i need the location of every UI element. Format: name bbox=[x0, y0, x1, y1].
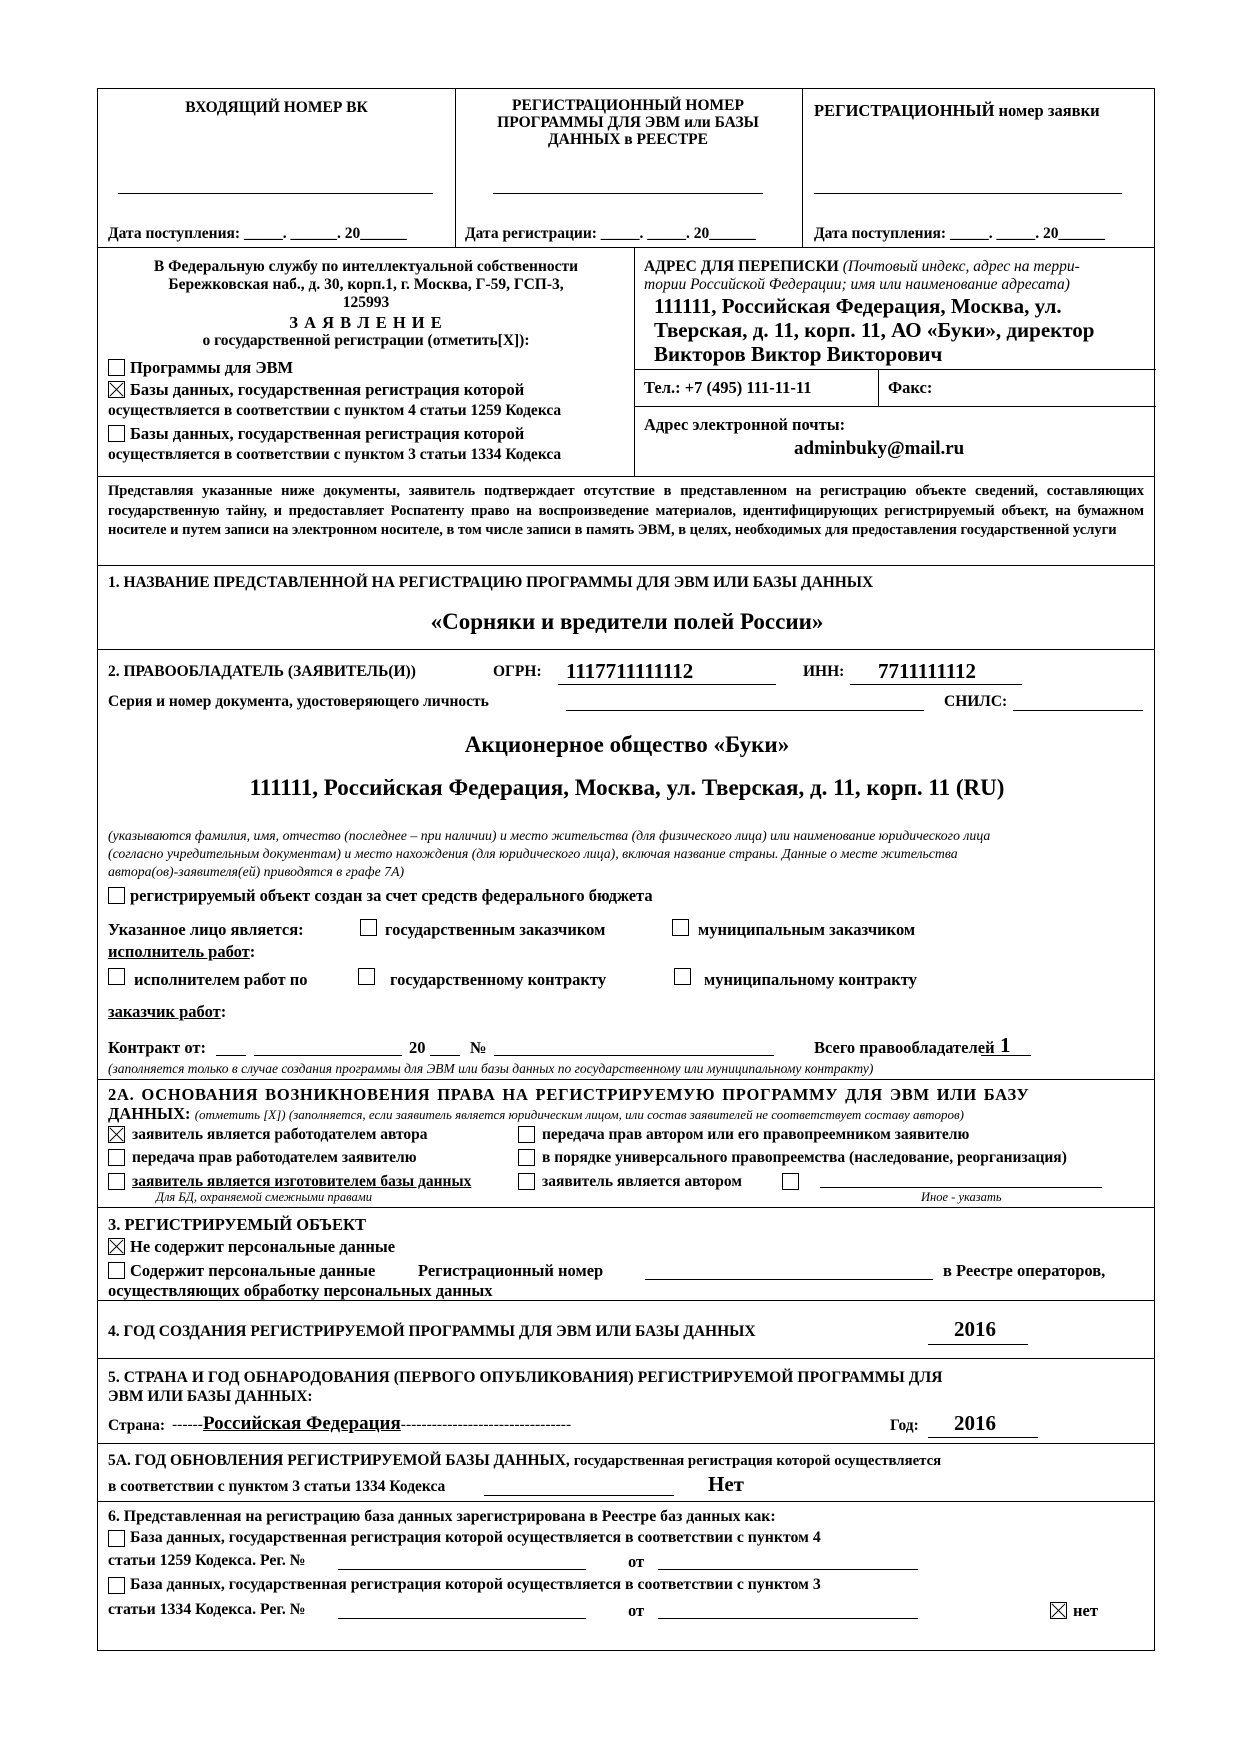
application-number-field[interactable] bbox=[814, 193, 1122, 194]
section-2a-title-1: 2А. ОСНОВАНИЯ ВОЗНИКНОВЕНИЯ ПРАВА НА РЕГИСТРИРУЕМУЮ ПРОГРАММУ ДЛЯ ЭВМ ИЛИ БАЗУ bbox=[108, 1085, 1030, 1104]
personal-data-label: Содержит персональные данные bbox=[130, 1261, 376, 1280]
checkbox-db-1259[interactable] bbox=[108, 381, 125, 398]
country-label: Страна: bbox=[108, 1417, 166, 1434]
section-1-title: 1. НАЗВАНИЕ ПРЕДСТАВЛЕННОЙ НА РЕГИСТРАЦИЮ ПРОГРАММЫ ДЛЯ ЭВМ ИЛИ БАЗЫ ДАННЫХ bbox=[108, 574, 874, 591]
application-form bbox=[97, 88, 1155, 1651]
correspondence-address-1: 111111, Российская Федерация, Москва, ул. bbox=[654, 294, 1062, 318]
reg-1259-line-1: База данных, государственная регистрация которой осуществляется в соответствии с пунктом 4 bbox=[130, 1529, 821, 1546]
section-3 bbox=[98, 1208, 1154, 1301]
correspondence-address-2: Тверская, д. 11, корп. 11, АО «Буки», директор bbox=[654, 318, 1095, 342]
publication-year-label: Год: bbox=[890, 1417, 919, 1434]
checkbox-muni-contract[interactable] bbox=[674, 968, 691, 985]
operator-reg-tail: в Реестре операторов, bbox=[943, 1261, 1106, 1280]
option-db-1334-line1: Базы данных, государственная регистрация которой bbox=[130, 424, 525, 443]
operator-reg-field[interactable] bbox=[645, 1279, 933, 1280]
contractor-heading: исполнитель работ: bbox=[108, 942, 256, 961]
reg-1334-number-field[interactable] bbox=[338, 1618, 586, 1619]
db-maker-label bbox=[132, 1173, 471, 1191]
reg-1334-line-2: статьи 1334 Кодекса. Рег. № bbox=[108, 1601, 306, 1618]
holder-note-2: (согласно учредительным документам) и место нахождения (для юридического лица), включая название страны. Данные о месте жительства bbox=[108, 846, 958, 861]
update-year-value: Нет bbox=[708, 1472, 744, 1496]
country-dash-pre: ------ bbox=[172, 1416, 203, 1433]
total-holders-value: 1 bbox=[1000, 1033, 1011, 1057]
section-3-title: 3. РЕГИСТРИРУЕМЫЙ ОБЪЕКТ bbox=[108, 1215, 366, 1234]
inn-label: ИНН: bbox=[803, 663, 845, 680]
addressee-line-3: 125993 bbox=[342, 294, 390, 311]
contract-year-prefix: 20 bbox=[409, 1038, 426, 1057]
reg-1259-date-field[interactable] bbox=[658, 1569, 918, 1570]
contract-note: (заполняется только в случае создания программы для ЭВМ или базы данных по государственному или муниципальному контракту) bbox=[108, 1061, 874, 1076]
checkbox-db-maker[interactable] bbox=[108, 1173, 125, 1190]
option-programs: Программы для ЭВМ bbox=[130, 358, 294, 377]
country-dash-post: --------------------------------- bbox=[400, 1416, 572, 1433]
federal-budget-label: регистрируемый объект создан за счет средств федерального бюджета bbox=[130, 886, 653, 905]
creation-year: 2016 bbox=[954, 1317, 996, 1341]
correspondence-hint-1: (Почтовый индекс, адрес на терри- bbox=[842, 258, 1080, 275]
db-maker-note: Для БД, охраняемой смежными правами bbox=[156, 1190, 372, 1204]
incoming-number-title: ВХОДЯЩИЙ НОМЕР ВК bbox=[185, 99, 368, 116]
other-field[interactable] bbox=[820, 1187, 1102, 1188]
id-document-field[interactable] bbox=[566, 710, 924, 711]
reg-1259-number-field[interactable] bbox=[338, 1569, 586, 1570]
section-4 bbox=[98, 1301, 1154, 1359]
reg-1259-from-label: от bbox=[628, 1552, 645, 1571]
registry-number-title: РЕГИСТРАЦИОННЫЙ НОМЕР ПРОГРАММЫ ДЛЯ ЭВМ или БАЗЫ ДАННЫХ в РЕЕСТРЕ bbox=[497, 97, 759, 148]
contract-year-field[interactable] bbox=[430, 1055, 460, 1056]
checkbox-applicant-author[interactable] bbox=[518, 1173, 535, 1190]
checkbox-other[interactable] bbox=[782, 1173, 799, 1190]
inn-value: 7711111112 bbox=[878, 659, 977, 683]
db-maker-text: заявитель является изготовителем базы данных bbox=[132, 1173, 472, 1190]
checkbox-state-contract[interactable] bbox=[358, 968, 375, 985]
checkbox-contractor[interactable] bbox=[108, 968, 125, 985]
program-name: «Сорняки и вредители полей России» bbox=[430, 609, 824, 634]
section-5 bbox=[98, 1359, 1154, 1444]
section-2a-title-2-text: ДАННЫХ: bbox=[108, 1104, 191, 1123]
checkbox-reg-1334[interactable] bbox=[108, 1577, 125, 1594]
checkbox-db-1334[interactable] bbox=[108, 425, 125, 442]
section-2 bbox=[98, 650, 1154, 1080]
checkbox-personal-data[interactable] bbox=[108, 1262, 125, 1279]
section-5a bbox=[98, 1444, 1154, 1502]
registration-date: Дата регистрации: _____. _____. 20______ bbox=[465, 225, 756, 242]
transfer-author-label: передача прав автором или его правопреемником заявителю bbox=[542, 1126, 970, 1143]
checkbox-muni-customer[interactable] bbox=[672, 919, 689, 936]
ogrn-label: ОГРН: bbox=[493, 663, 542, 680]
section-3-line-2: осуществляющих обработку персональных данных bbox=[108, 1281, 493, 1300]
snils-label: СНИЛС: bbox=[944, 693, 1008, 710]
option-db-1259-line1: Базы данных, государственная регистрация которой bbox=[130, 380, 525, 399]
section-2a bbox=[98, 1080, 1154, 1208]
checkbox-not-registered[interactable] bbox=[1050, 1602, 1067, 1619]
no-personal-data-label: Не содержит персональные данные bbox=[130, 1237, 396, 1256]
muni-contract-label: муниципальному контракту bbox=[704, 970, 917, 989]
total-holders-label: Всего правообладателей bbox=[814, 1038, 995, 1057]
section-6-title: 6. Представленная на регистрацию база данных зарегистрирована в Реестре баз данных как: bbox=[108, 1508, 776, 1525]
section-5a-title-text: 5А. ГОД ОБНОВЛЕНИЯ РЕГИСТРИРУЕМОЙ БАЗЫ ДАННЫХ, bbox=[108, 1452, 570, 1469]
incoming-date: Дата поступления: _____. ______. 20______ bbox=[108, 225, 407, 242]
employer-label: заявитель является работодателем автора bbox=[132, 1126, 428, 1143]
contract-day-field[interactable] bbox=[216, 1055, 246, 1056]
incoming-number-field[interactable] bbox=[118, 193, 433, 194]
state-customer-label: государственным заказчиком bbox=[385, 920, 606, 939]
correspondence-hint-2: тории Российской Федерации; имя или наименование адресата) bbox=[644, 276, 1070, 293]
correspondence-label bbox=[644, 258, 1080, 276]
correspondence-label-text: АДРЕС ДЛЯ ПЕРЕПИСКИ bbox=[644, 258, 839, 275]
holder-address: 111111, Российская Федерация, Москва, ул. Тверская, д. 11, корп. 11 (RU) bbox=[249, 775, 1005, 800]
contract-from-label: Контракт от: bbox=[108, 1038, 207, 1057]
holder-org-name: Акционерное общество «Буки» bbox=[464, 732, 790, 757]
addressee-line-2: Бережковская наб., д. 30, корп.1, г. Москва, Г-59, ГСП-3, bbox=[168, 276, 564, 293]
other-note: Иное - указать bbox=[921, 1190, 1002, 1204]
section-5a-title-tail: государственная регистрация которой осуществляется bbox=[573, 1453, 942, 1469]
option-db-1334-line2: осуществляется в соответствии с пунктом 3 статьи 1334 Кодекса bbox=[108, 446, 562, 463]
state-contract-label: государственному контракту bbox=[390, 970, 607, 989]
addressee-section bbox=[98, 248, 1154, 477]
customer-heading-text: заказчик работ bbox=[108, 1002, 221, 1021]
snils-field[interactable] bbox=[1013, 710, 1143, 711]
application-number-title: РЕГИСТРАЦИОННЫЙ номер заявки bbox=[814, 101, 1100, 120]
person-is-label: Указанное лицо является: bbox=[108, 920, 304, 939]
id-document-label: Серия и номер документа, удостоверяющего личность bbox=[108, 693, 489, 710]
country-name: Российская Федерация bbox=[202, 1413, 401, 1434]
email-value: adminbuky@mail.ru bbox=[794, 438, 965, 459]
application-title: З А Я В Л Е Н И Е bbox=[289, 313, 443, 332]
checkbox-reg-1259[interactable] bbox=[108, 1530, 125, 1547]
section-6 bbox=[98, 1502, 1154, 1652]
section-1 bbox=[98, 566, 1154, 650]
checkbox-universal-succession[interactable] bbox=[518, 1149, 535, 1166]
reg-1334-date-field[interactable] bbox=[658, 1618, 918, 1619]
correspondence-address-3: Викторов Виктор Викторович bbox=[654, 342, 943, 366]
section-2a-hint: (отметить [X]) (заполняется, если заявитель является юридическим лицом, или состав заявителей не соответствует составу авторов) bbox=[194, 1107, 964, 1122]
ogrn-value: 1117711111112 bbox=[566, 659, 694, 683]
option-db-1259-line2: осуществляется в соответствии с пунктом 4 статьи 1259 Кодекса bbox=[108, 402, 562, 419]
section-2-title: 2. ПРАВООБЛАДАТЕЛЬ (ЗАЯВИТЕЛЬ(И)) bbox=[108, 663, 416, 680]
checkbox-federal-budget[interactable] bbox=[108, 887, 125, 904]
holder-note-3: автора(ов)-заявителя(ей) приводятся в графе 7А) bbox=[108, 864, 405, 879]
reg-1334-line-1: База данных, государственная регистрация которой осуществляется в соответствии с пунктом 3 bbox=[130, 1576, 821, 1593]
section-5a-line-2: в соответствии с пунктом 3 статьи 1334 Кодекса bbox=[108, 1478, 446, 1495]
not-registered-label: нет bbox=[1073, 1601, 1098, 1620]
contractor-heading-text: исполнитель работ bbox=[108, 942, 250, 961]
contractor-by-label: исполнителем работ по bbox=[134, 970, 308, 989]
section-5a-title bbox=[108, 1452, 941, 1470]
contract-number-label: № bbox=[470, 1038, 487, 1057]
registry-number-field[interactable] bbox=[493, 193, 763, 194]
section-2a-title-2 bbox=[108, 1104, 964, 1124]
checkbox-transfer-employer[interactable] bbox=[108, 1149, 125, 1166]
application-date: Дата поступления: _____. _____. 20______ bbox=[814, 225, 1105, 242]
universal-succession-label: в порядке универсального правопреемства (наследование, реорганизация) bbox=[542, 1149, 1067, 1166]
contract-month-field[interactable] bbox=[254, 1055, 402, 1056]
country-value bbox=[172, 1413, 571, 1435]
application-subtitle: о государственной регистрации (отметить[X]): bbox=[202, 332, 530, 349]
contract-number-field[interactable] bbox=[494, 1055, 774, 1056]
checkbox-employer[interactable] bbox=[108, 1126, 125, 1143]
declaration-section bbox=[98, 477, 1154, 566]
header-row bbox=[98, 89, 1154, 248]
muni-customer-label: муниципальным заказчиком bbox=[698, 920, 916, 939]
holder-note-1: (указываются фамилия, имя, отчество (последнее – при наличии) и место жительства (для физического лица) или наименование юридического лица bbox=[108, 828, 991, 843]
email-label: Адрес электронной почты: bbox=[644, 415, 846, 434]
reg-1334-from-label: от bbox=[628, 1601, 645, 1620]
declaration-text: Представляя указанные ниже документы, заявитель подтверждает отсутствие в представленном на регистрацию объекте сведений, составляющих государственную тайну, и предоставляет Роспатенту право на воспроизведение материалов, идентифицирующих регистрируемый объект, на бумажном носителе и путем записи на электронном носителе, в том числе записи в память ЭВМ, в целях, необходимых для предоставления государственной услуги bbox=[108, 483, 1144, 538]
section-5-title-1: 5. СТРАНА И ГОД ОБНАРОДОВАНИЯ (ПЕРВОГО ОПУБЛИКОВАНИЯ) РЕГИСТРИРУЕМОЙ ПРОГРАММЫ ДЛЯ bbox=[108, 1369, 943, 1386]
applicant-author-label: заявитель является автором bbox=[542, 1173, 742, 1190]
addressee-line-1: В Федеральную службу по интеллектуальной собственности bbox=[153, 258, 579, 275]
checkbox-state-customer[interactable] bbox=[360, 919, 377, 936]
publication-year: 2016 bbox=[954, 1411, 996, 1435]
checkbox-programs[interactable] bbox=[108, 359, 125, 376]
section-5-title-2: ЭВМ ИЛИ БАЗЫ ДАННЫХ: bbox=[108, 1388, 313, 1405]
phone: Тел.: +7 (495) 111-11-11 bbox=[644, 378, 812, 397]
reg-1259-line-2: статьи 1259 Кодекса. Рег. № bbox=[108, 1552, 306, 1569]
transfer-employer-label: передача прав работодателем заявителю bbox=[132, 1149, 417, 1166]
checkbox-transfer-author[interactable] bbox=[518, 1126, 535, 1143]
section-4-title: 4. ГОД СОЗДАНИЯ РЕГИСТРИРУЕМОЙ ПРОГРАММЫ ДЛЯ ЭВМ ИЛИ БАЗЫ ДАННЫХ bbox=[108, 1323, 756, 1340]
customer-heading: заказчик работ: bbox=[108, 1002, 227, 1021]
fax-label: Факс: bbox=[888, 378, 933, 397]
checkbox-no-personal-data[interactable] bbox=[108, 1238, 125, 1255]
update-year-field[interactable] bbox=[484, 1495, 674, 1496]
operator-reg-label: Регистрационный номер bbox=[418, 1261, 604, 1280]
